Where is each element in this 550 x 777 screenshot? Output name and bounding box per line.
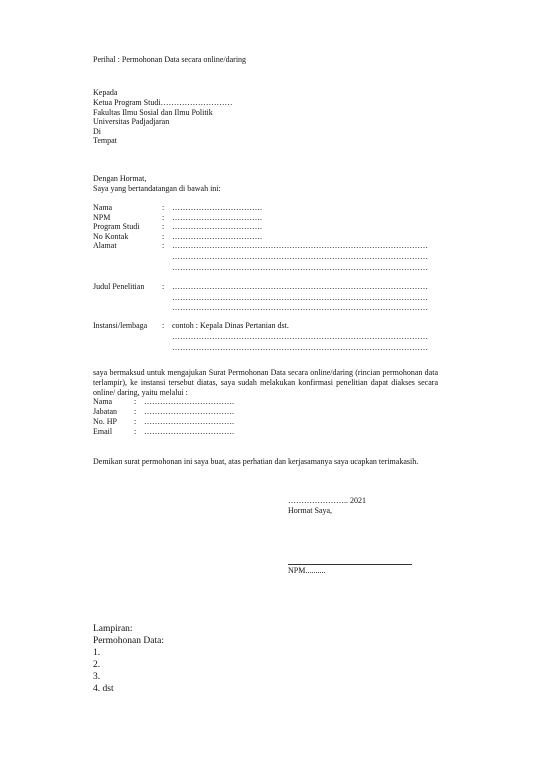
field-label: No Kontak [93,232,129,241]
address-line: Di [93,127,101,136]
greeting: Dengan Hormat, [93,174,147,183]
signature-regards: Hormat Saya, [288,506,332,515]
attachment-item: 2. [93,660,101,670]
field-label: NPM [93,213,111,222]
address-line: Ketua Program Studi……………………… [93,98,233,107]
field-continuation: …………………………………………………………………………………… [172,252,428,261]
field-label: Instansi/lembaga [93,321,148,330]
field-label: Judul Penelitian [93,282,145,291]
field-continuation: …………………………………………………………………………………… [172,343,428,352]
attachment-item: 1. [93,648,101,658]
field-label: No. HP [93,417,118,426]
field-value: ……………………………. [144,407,234,416]
letter-page: Perihal : Permohonan Data secara online/daring Kepada Ketua Program Studi……………………… Fakultas Ilmu Sosial dan Ilmu Politik Universitas Padjadjaran Di Tempat Dengan Hormat, Saya yang bertandatangan di bawah ini: Nama : ……………………………. NPM : ……………………………. Program Studi : ……………………………. No Kontak : ……………………………. Alamat : …………………………………………………………………………………… …………………………………………………………………………………… …………………………………………………………………………………… Judul Penelitian : …………………………………………………………………………………… …………………………………………………………………………………… …………………………………………………………………………………… Instansi/lembaga : contoh : Kepala Dinas Pertanian dst. …………………………………………………………………………………… …………………………………………………………………………………… saya bermaksud untuk mengajukan Surat Permohonan Data secara online/daring (rincian permohonan data terlampir), ke instansi tersebut diatas, saya sudah melakukan konfirmasi penelitian dapat diakses secara online/ daring, yaitu melalui : Nama : ……………………………. Jabatan : ……………………………. No. HP : ……………………………. Email : ……………………………. Demikan surat permohonan ini saya buat, atas perhatian dan kerjasamanya saya ucapkan terimakasih. ………………….. 2021 Hormat Saya, NPM.......... Lampiran: Permohonan Data: 1. 2. 3. 4. dst [93,55,438,694]
field-value: …………………………………………………………………………………… [172,241,428,250]
address-line: Tempat [93,136,117,145]
body-paragraph: saya bermaksud untuk mengajukan Surat Permohonan Data secara online/daring (rincian permohonan data terlampir), ke instansi tersebut diatas, saya sudah melakukan konfirmasi penelitian dapat diakses secara online/ daring, yaitu melalui : [93,368,438,397]
field-continuation: …………………………………………………………………………………… [172,332,428,341]
field-value: contoh : Kepala Dinas Pertanian dst. [172,321,289,330]
field-value: ……………………………. [172,232,262,241]
closing-text: Demikan surat permohonan ini saya buat, atas perhatian dan kerjasamanya saya ucapkan terimakasih. [93,457,419,466]
subject-line: Perihal : Permohonan Data secara online/daring [93,55,247,64]
field-value: ……………………………. [172,222,262,231]
field-continuation: …………………………………………………………………………………… [172,263,428,272]
field-value: ……………………………. [172,203,262,212]
field-label: Nama [93,397,113,406]
field-value: ……………………………. [144,417,234,426]
signature-line [288,564,412,565]
signature-date: ………………….. 2021 [288,496,366,505]
field-label: Jabatan [93,407,117,416]
attachment-item: 4. dst [93,684,114,694]
attachment-title: Lampiran: [93,624,133,634]
field-value: ……………………………. [144,397,234,406]
field-label: Program Studi [93,222,140,231]
field-continuation: …………………………………………………………………………………… [172,303,428,312]
field-label: Nama [93,203,113,212]
signature-npm: NPM.......... [288,566,326,575]
address-line: Fakultas Ilmu Sosial dan Ilmu Politik [93,108,213,117]
intro-text: Saya yang bertandatangan di bawah ini: [93,184,221,193]
field-value: …………………………………………………………………………………… [172,282,428,291]
field-label: Alamat [93,241,117,250]
attachment-subtitle: Permohonan Data: [93,636,164,646]
field-continuation: …………………………………………………………………………………… [172,293,428,302]
address-line: Universitas Padjadjaran [93,117,170,126]
address-line: Kepada [93,88,118,97]
field-value: ……………………………. [144,427,234,436]
field-label: Email [93,427,113,436]
field-value: ……………………………. [172,213,262,222]
attachment-item: 3. [93,672,101,682]
